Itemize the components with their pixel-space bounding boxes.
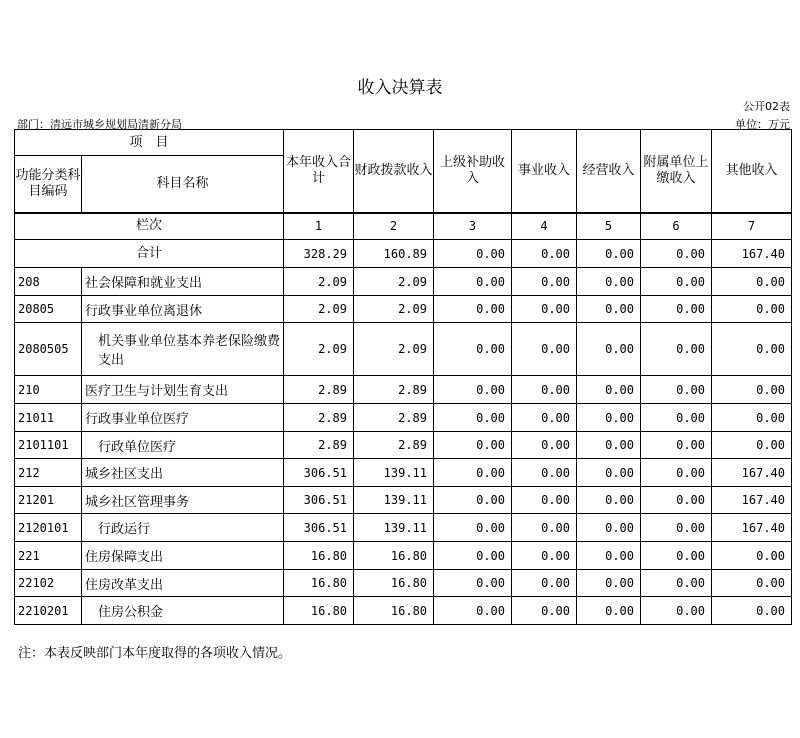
- row-value: 0.00: [641, 268, 712, 296]
- row-value: 16.80: [284, 597, 354, 625]
- row-value: 139.11: [354, 514, 434, 542]
- row-value: 0.00: [641, 542, 712, 570]
- header-col-5: 经营收入: [577, 130, 641, 213]
- row-value: 2.09: [284, 296, 354, 323]
- row-value: 0.00: [641, 570, 712, 597]
- row-code: 21011: [15, 404, 82, 432]
- row-value: 167.40: [712, 514, 792, 542]
- row-value: 0.00: [641, 432, 712, 459]
- row-value: 2.89: [284, 404, 354, 432]
- row-value: 0.00: [434, 459, 512, 487]
- row-value: 0.00: [577, 432, 641, 459]
- row-value: 2.09: [354, 268, 434, 296]
- row-name: 住房公积金: [82, 597, 284, 625]
- row-value: 0.00: [577, 487, 641, 514]
- row-value: 0.00: [712, 570, 792, 597]
- table-row: [15, 487, 792, 514]
- table-row: [15, 296, 792, 323]
- row-code: 2101101: [15, 432, 82, 459]
- row-value: 0.00: [712, 432, 792, 459]
- row-value: 2.09: [354, 296, 434, 323]
- row-value: 0.00: [641, 514, 712, 542]
- total-value: 0.00: [512, 240, 577, 268]
- row-value: 0.00: [434, 432, 512, 459]
- row-value: 0.00: [512, 487, 577, 514]
- row-value: 0.00: [641, 376, 712, 404]
- header-col-4: 事业收入: [512, 130, 577, 213]
- header-col-2: 财政拨款收入: [354, 130, 434, 213]
- col-number: 3: [434, 213, 512, 240]
- row-code: 2080505: [15, 323, 82, 376]
- row-name: 社会保障和就业支出: [82, 268, 284, 296]
- total-value: 0.00: [577, 240, 641, 268]
- row-value: 167.40: [712, 487, 792, 514]
- row-value: 0.00: [577, 459, 641, 487]
- col-number: 2: [354, 213, 434, 240]
- row-value: 16.80: [354, 597, 434, 625]
- row-value: 0.00: [712, 404, 792, 432]
- row-value: 0.00: [577, 296, 641, 323]
- row-value: 0.00: [512, 432, 577, 459]
- header-row-1: [15, 130, 792, 156]
- total-value: 328.29: [284, 240, 354, 268]
- row-value: 0.00: [577, 514, 641, 542]
- row-value: 16.80: [284, 570, 354, 597]
- row-value: 2.89: [284, 376, 354, 404]
- table-row: [15, 570, 792, 597]
- row-value: 2.89: [354, 376, 434, 404]
- row-name: 住房改革支出: [82, 570, 284, 597]
- row-value: 0.00: [434, 296, 512, 323]
- col-number: 7: [712, 213, 792, 240]
- row-value: 0.00: [712, 542, 792, 570]
- row-code: 2210201: [15, 597, 82, 625]
- col-number: 5: [577, 213, 641, 240]
- row-value: 0.00: [512, 404, 577, 432]
- row-value: 0.00: [512, 514, 577, 542]
- header-item-group: 项 目: [15, 130, 284, 156]
- row-value: 16.80: [354, 542, 434, 570]
- table-row: [15, 376, 792, 404]
- row-value: 0.00: [577, 323, 641, 376]
- table-row: [15, 597, 792, 625]
- total-value: 0.00: [641, 240, 712, 268]
- row-value: 2.89: [284, 432, 354, 459]
- row-value: 2.09: [284, 323, 354, 376]
- row-value: 0.00: [641, 323, 712, 376]
- row-code: 2120101: [15, 514, 82, 542]
- row-value: 0.00: [434, 323, 512, 376]
- row-value: 0.00: [641, 459, 712, 487]
- income-table: [14, 129, 792, 625]
- row-value: 306.51: [284, 459, 354, 487]
- row-value: 0.00: [577, 268, 641, 296]
- row-value: 0.00: [712, 296, 792, 323]
- row-value: 0.00: [641, 296, 712, 323]
- total-value: 160.89: [354, 240, 434, 268]
- row-value: 2.89: [354, 432, 434, 459]
- row-value: 0.00: [712, 268, 792, 296]
- row-value: 0.00: [712, 597, 792, 625]
- row-value: 0.00: [434, 268, 512, 296]
- col-number: 6: [641, 213, 712, 240]
- row-value: 0.00: [641, 404, 712, 432]
- row-value: 0.00: [434, 404, 512, 432]
- row-value: 2.89: [354, 404, 434, 432]
- row-value: 0.00: [434, 597, 512, 625]
- row-code: 20805: [15, 296, 82, 323]
- total-label: 合计: [15, 240, 284, 268]
- row-value: 0.00: [641, 597, 712, 625]
- row-name: 住房保障支出: [82, 542, 284, 570]
- total-value: 0.00: [434, 240, 512, 268]
- row-code: 22102: [15, 570, 82, 597]
- total-row: [15, 240, 792, 268]
- row-name: 城乡社区管理事务: [82, 487, 284, 514]
- header-col-6: 附属单位上缴收入: [641, 130, 712, 213]
- table-row: [15, 404, 792, 432]
- row-name: 机关事业单位基本养老保险缴费支出: [82, 323, 284, 376]
- row-value: 0.00: [577, 597, 641, 625]
- row-value: 0.00: [577, 376, 641, 404]
- row-value: 0.00: [577, 542, 641, 570]
- row-name: 城乡社区支出: [82, 459, 284, 487]
- row-value: 0.00: [512, 268, 577, 296]
- col-number: 1: [284, 213, 354, 240]
- form-number: 公开02表: [743, 100, 790, 113]
- row-value: 0.00: [512, 459, 577, 487]
- row-code: 210: [15, 376, 82, 404]
- row-value: 0.00: [512, 323, 577, 376]
- row-value: 0.00: [577, 570, 641, 597]
- row-value: 0.00: [577, 404, 641, 432]
- table-row: [15, 459, 792, 487]
- lanci-row: [15, 213, 792, 240]
- row-name: 行政事业单位医疗: [82, 404, 284, 432]
- header-col-7: 其他收入: [712, 130, 792, 213]
- row-name: 行政运行: [82, 514, 284, 542]
- table-note: 注：本表反映部门本年度取得的各项收入情况。: [18, 646, 292, 661]
- report-title: 收入决算表: [357, 78, 443, 98]
- row-value: 0.00: [641, 487, 712, 514]
- row-code: 212: [15, 459, 82, 487]
- table-row: [15, 323, 792, 376]
- row-code: 21201: [15, 487, 82, 514]
- lanci-label: 栏次: [15, 213, 284, 240]
- row-value: 0.00: [434, 514, 512, 542]
- row-value: 0.00: [512, 597, 577, 625]
- row-value: 0.00: [434, 570, 512, 597]
- department-label: 部门：清远市城乡规划局清新分局: [17, 118, 182, 131]
- row-value: 0.00: [712, 376, 792, 404]
- col-number: 4: [512, 213, 577, 240]
- row-name: 行政单位医疗: [82, 432, 284, 459]
- row-value: 306.51: [284, 514, 354, 542]
- unit-label: 单位：万元: [735, 118, 790, 131]
- row-value: 16.80: [284, 542, 354, 570]
- row-code: 221: [15, 542, 82, 570]
- row-name: 行政事业单位离退休: [82, 296, 284, 323]
- row-value: 139.11: [354, 459, 434, 487]
- row-value: 0.00: [512, 376, 577, 404]
- table-row: [15, 542, 792, 570]
- row-value: 0.00: [434, 487, 512, 514]
- total-value: 167.40: [712, 240, 792, 268]
- header-name-col: 科目名称: [82, 156, 284, 213]
- table-row: [15, 268, 792, 296]
- table-row: [15, 514, 792, 542]
- row-value: 0.00: [512, 296, 577, 323]
- row-value: 306.51: [284, 487, 354, 514]
- row-value: 0.00: [512, 542, 577, 570]
- row-value: 0.00: [712, 323, 792, 376]
- header-code-col: 功能分类科目编码: [15, 156, 82, 213]
- row-value: 2.09: [284, 268, 354, 296]
- table-row: [15, 432, 792, 459]
- row-name: 医疗卫生与计划生育支出: [82, 376, 284, 404]
- row-value: 0.00: [434, 376, 512, 404]
- row-code: 208: [15, 268, 82, 296]
- row-value: 0.00: [512, 570, 577, 597]
- row-value: 0.00: [434, 542, 512, 570]
- row-value: 167.40: [712, 459, 792, 487]
- row-value: 16.80: [354, 570, 434, 597]
- header-col-3: 上级补助收入: [434, 130, 512, 213]
- header-col-1: 本年收入合计: [284, 130, 354, 213]
- row-value: 139.11: [354, 487, 434, 514]
- row-value: 2.09: [354, 323, 434, 376]
